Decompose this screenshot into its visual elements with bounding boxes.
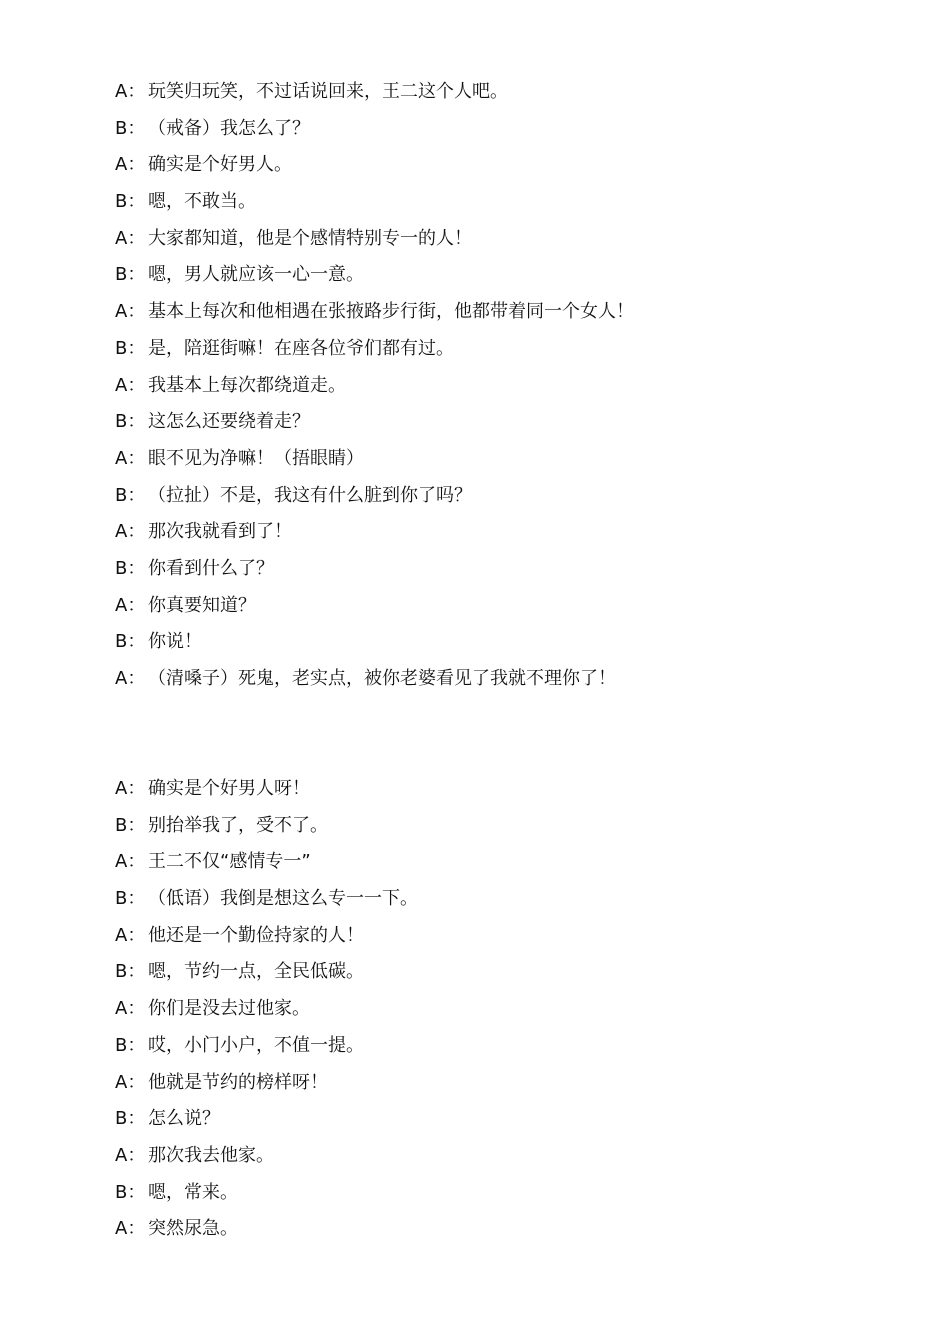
speaker-label: A： (115, 1144, 146, 1166)
utterance-text: （清嗓子）死鬼，老实点，被你老婆看见了我就不理你了！ (148, 668, 616, 689)
utterance-text: 我基本上每次都绕道走。 (148, 374, 346, 396)
speaker-label: A： (115, 227, 146, 249)
dialogue-line (115, 111, 875, 148)
dialogue-line (115, 147, 875, 184)
speaker-label: A： (115, 447, 146, 469)
speaker-label: A： (115, 924, 146, 946)
speaker-label: B： (115, 888, 146, 910)
speaker-label: A： (115, 81, 146, 102)
dialogue-line (115, 221, 875, 258)
dialogue-line (115, 1211, 875, 1248)
utterance-text: 玩笑归玩笑，不过话说回来，王二这个人吧。 (148, 81, 508, 102)
speaker-label: B： (115, 631, 146, 653)
dialogue-line (115, 441, 875, 478)
speaker-label: B： (115, 1108, 146, 1130)
utterance-text: 嗯，男人就应该一心一意。 (148, 264, 364, 286)
speaker-label: A： (115, 521, 146, 543)
utterance-text: 这怎么还要绕着走？ (148, 411, 310, 433)
speaker-label: A： (115, 778, 146, 799)
utterance-text: 你真要知道？ (148, 594, 256, 616)
utterance-text: 那次我去他家。 (148, 1144, 274, 1166)
dialogue-line (115, 404, 875, 441)
dialogue-block-1 (115, 74, 875, 698)
speaker-label: B： (115, 484, 146, 506)
dialogue-line (115, 588, 875, 625)
speaker-label: B： (115, 117, 146, 139)
dialogue-line (115, 1101, 875, 1138)
dialogue-line (115, 844, 875, 881)
dialogue-line (115, 954, 875, 991)
speaker-label: B： (115, 337, 146, 359)
dialogue-line (115, 368, 875, 405)
utterance-text: 你说！ (148, 631, 202, 653)
speaker-label: A： (115, 1218, 146, 1240)
dialogue-line (115, 514, 875, 551)
dialogue-line (115, 257, 875, 294)
utterance-text: 你们是没去过他家。 (148, 998, 310, 1020)
utterance-text: 基本上每次和他相遇在张掖路步行街，他都带着同一个女人！ (148, 301, 634, 323)
speaker-label: A： (115, 668, 146, 689)
dialogue-line (115, 624, 875, 661)
utterance-text: 他就是节约的榜样呀！ (148, 1071, 328, 1093)
dialogue-line (115, 331, 875, 368)
utterance-text: 嗯，节约一点，全民低碳。 (148, 961, 364, 983)
speaker-label: A： (115, 301, 146, 323)
utterance-text: （低语）我倒是想这么专一一下。 (148, 888, 418, 910)
speaker-label: A： (115, 374, 146, 396)
dialogue-line (115, 991, 875, 1028)
dialogue-line (115, 1028, 875, 1065)
utterance-text: 嗯，不敢当。 (148, 191, 256, 213)
dialogue-line (115, 1138, 875, 1175)
utterance-text: 他还是一个勤俭持家的人！ (148, 924, 364, 946)
utterance-text: 确实是个好男人呀！ (148, 778, 310, 799)
dialogue-line (115, 808, 875, 845)
utterance-text: 突然尿急。 (148, 1218, 238, 1240)
dialogue-line (115, 1175, 875, 1212)
dialogue-line (115, 184, 875, 221)
dialogue-line (115, 881, 875, 918)
speaker-label: A： (115, 594, 146, 616)
speaker-label: B： (115, 814, 146, 836)
utterance-text: 确实是个好男人。 (148, 154, 292, 176)
dialogue-line (115, 918, 875, 955)
speaker-label: B： (115, 557, 146, 579)
dialogue-block-2 (115, 771, 875, 1248)
utterance-text: 你看到什么了？ (148, 557, 274, 579)
utterance-text: 嗯，常来。 (148, 1181, 238, 1203)
speaker-label: A： (115, 851, 146, 873)
utterance-text: 别抬举我了，受不了。 (148, 814, 328, 836)
speaker-label: B： (115, 191, 146, 213)
dialogue-line (115, 661, 875, 698)
dialogue-line (115, 1065, 875, 1102)
utterance-text: 王二不仅“感情专一” (148, 851, 311, 873)
speaker-label: B： (115, 1034, 146, 1056)
speaker-label: A： (115, 154, 146, 176)
utterance-text: 大家都知道，他是个感情特别专一的人！ (148, 227, 472, 249)
dialogue-line (115, 551, 875, 588)
utterance-text: 哎，小门小户，不值一提。 (148, 1034, 364, 1056)
speaker-label: B： (115, 1181, 146, 1203)
utterance-text: 那次我就看到了！ (148, 521, 292, 543)
utterance-text: （拉扯）不是，我这有什么脏到你了吗？ (148, 484, 472, 506)
utterance-text: 怎么说？ (148, 1108, 220, 1130)
dialogue-line (115, 294, 875, 331)
dialogue-line (115, 74, 875, 111)
dialogue-line (115, 478, 875, 515)
speaker-label: B： (115, 411, 146, 433)
speaker-label: B： (115, 264, 146, 286)
utterance-text: 眼不见为净嘛！（捂眼睛） (148, 447, 364, 469)
utterance-text: （戒备）我怎么了？ (148, 117, 310, 139)
speaker-label: A： (115, 998, 146, 1020)
speaker-label: B： (115, 961, 146, 983)
utterance-text: 是，陪逛街嘛！在座各位爷们都有过。 (148, 337, 454, 359)
speaker-label: A： (115, 1071, 146, 1093)
dialogue-line (115, 771, 875, 808)
